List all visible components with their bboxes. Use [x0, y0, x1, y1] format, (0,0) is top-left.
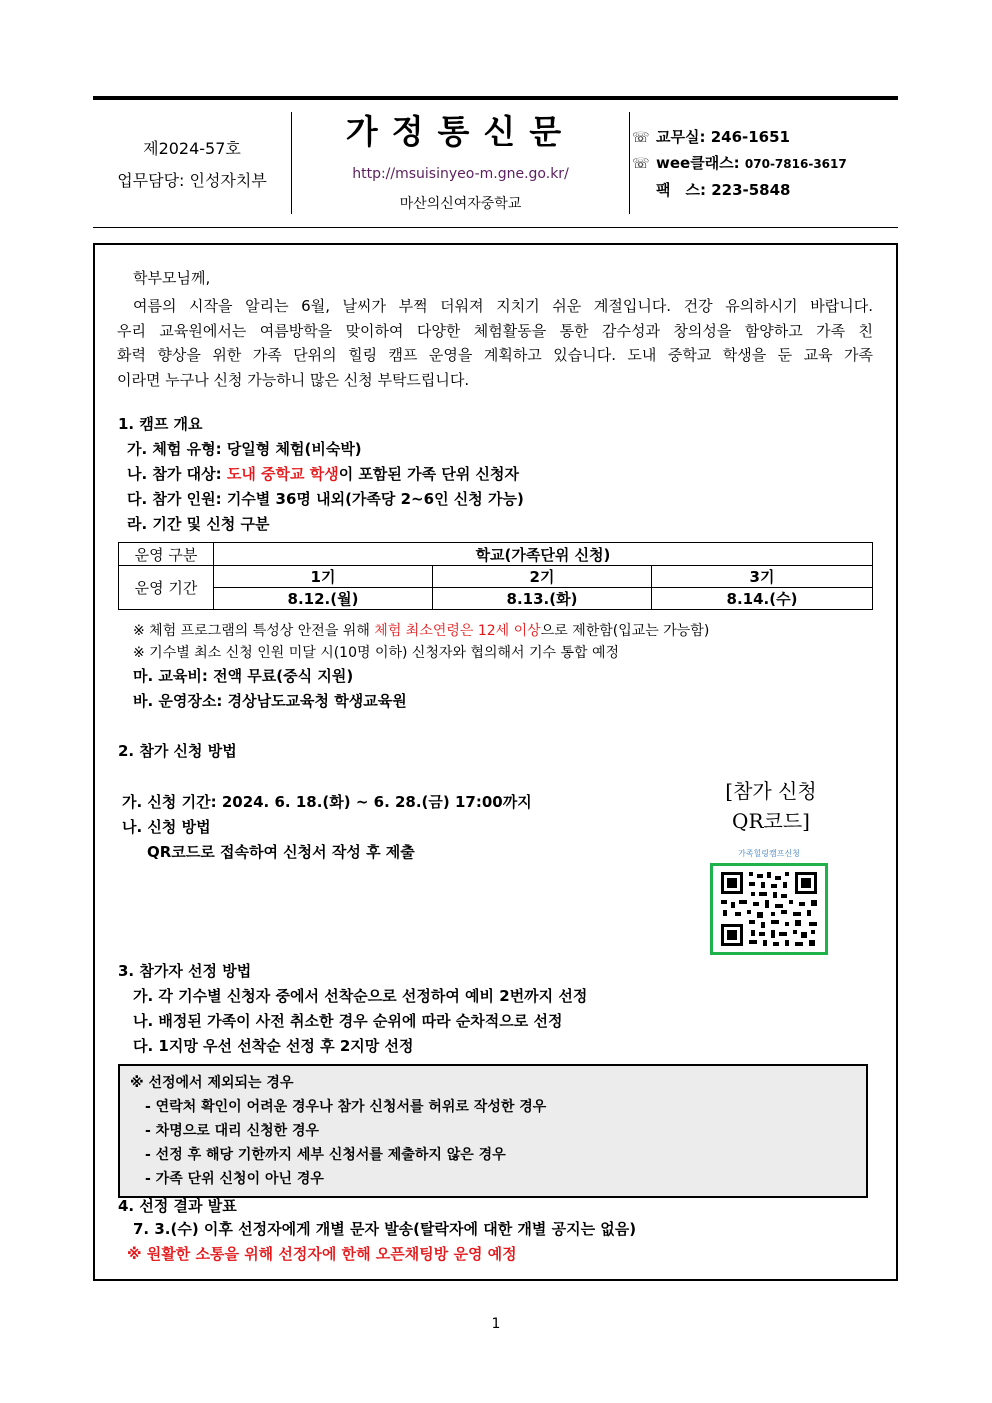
- header-center: [292, 100, 629, 227]
- exclusion-item: - 선정 후 해당 기한까지 세부 신청서를 제출하지 않은 경우: [145, 1147, 506, 1163]
- s3-item-a: 가. 각 기수별 신청자 중에서 선착순으로 선정하여 예비 2번까지 선정: [133, 987, 588, 1005]
- exclusion-box: [118, 1064, 868, 1198]
- page-number: 1: [491, 1316, 501, 1332]
- contact-fax: 팩 스: 223-5848: [656, 181, 791, 199]
- s2-item-a: 가. 신청 기간: 2024. 6. 18.(화) ~ 6. 28.(금) 17:00까지: [122, 793, 532, 811]
- exclusion-item: - 연락처 확인이 어려운 경우나 참가 신청서를 허위로 작성한 경우: [145, 1099, 547, 1115]
- school-name: 마산의신여자중학교: [399, 196, 522, 212]
- issue-number: 제2024-57호: [143, 139, 241, 158]
- table-cohort-2: 2기: [433, 566, 652, 588]
- table-label-period: 운영 기간: [119, 566, 214, 610]
- table-date-2: 8.13.(화): [433, 588, 652, 610]
- section-4-heading: 4. 선정 결과 발표: [118, 1197, 237, 1215]
- s3-item-b: 나. 배정된 가족이 사전 취소한 경우 순위에 따라 순차적으로 선정: [133, 1012, 563, 1030]
- header-bottom-rule: [93, 227, 898, 228]
- s1-item-c: 다. 참가 인원: 기수별 36명 내외(가족당 2~6인 신청 가능): [127, 490, 524, 508]
- table-date-1: 8.12.(월): [214, 588, 433, 610]
- qr-title: [참가 신청 QR코드]: [725, 779, 817, 833]
- table-label-type: 운영 구분: [119, 543, 214, 566]
- s2-item-b: 나. 신청 방법: [122, 818, 211, 836]
- section-3-heading: 3. 참가자 선정 방법: [118, 962, 252, 980]
- intro-line-3: 화력 향상을 위한 가족 단위의 힐링 캠프 운영을 계획하고 있습니다. 도내 중학교 학생을 둔 교육 가족: [117, 346, 873, 364]
- s2-item-b-detail: QR코드로 접속하여 신청서 작성 후 제출: [147, 843, 415, 861]
- s1-item-d: 라. 기간 및 신청 구분: [127, 515, 270, 533]
- highlight-target: 도내 중학교 학생: [226, 465, 339, 483]
- table-date-3: 8.14.(수): [652, 588, 873, 610]
- department: 업무담당: 인성자치부: [117, 171, 267, 190]
- section-1-heading: 1. 캠프 개요: [118, 415, 203, 433]
- intro-line-1: 여름의 시작을 알리는 6월, 날씨가 부쩍 더워져 지치기 쉬운 계절입니다. 건강 유의하시기 바랍니다.: [133, 297, 873, 315]
- header-contacts: [632, 100, 898, 227]
- s4-item-a: 7. 3.(수) 이후 선정자에게 개별 문자 발송(탈락자에 대한 개별 공지는 없음): [133, 1220, 637, 1238]
- s1-item-f: 바. 운영장소: 경상남도교육청 학생교육원: [133, 692, 407, 710]
- school-url[interactable]: http://msuisinyeo-m.gne.go.kr/: [352, 166, 569, 182]
- exclusion-item: - 차명으로 대리 신청한 경우: [145, 1123, 320, 1139]
- greeting: 학부모님께,: [133, 269, 211, 287]
- highlight-min-age: 체험 최소연령은 12세 이상: [374, 623, 541, 639]
- intro-line-4: 이라면 누구나 신청 가능하니 많은 신청 부탁드립니다.: [117, 370, 470, 389]
- s1-item-a: 가. 체험 유형: 당일형 체험(비숙박): [127, 440, 362, 458]
- table-cohort-3: 3기: [652, 566, 873, 588]
- telephone-icon: ☏: [632, 130, 650, 146]
- contact-wee-class: ☏ wee클래스: 070-7816-3617: [632, 154, 847, 172]
- header-divider-right: [629, 112, 630, 214]
- page-title: 가정통신문: [345, 112, 576, 151]
- section-2-heading: 2. 참가 신청 방법: [118, 742, 237, 760]
- s1-note-1: ※ 체험 프로그램의 특성상 안전을 위해 체험 최소연령은 12세 이상으로 제한함(입교는 가능함): [133, 623, 710, 639]
- header-left: [93, 100, 291, 227]
- s4-notice: ※ 원활한 소통을 위해 선정자에 한해 오픈채팅방 운영 예정: [127, 1245, 517, 1263]
- exclusion-title: ※ 선정에서 제외되는 경우: [130, 1075, 294, 1091]
- s1-item-e: 마. 교육비: 전액 무료(중식 지원): [133, 667, 354, 685]
- qr-code[interactable]: [710, 863, 828, 955]
- exclusion-item: - 가족 단위 신청이 아닌 경우: [145, 1171, 324, 1187]
- telephone-icon: ☏: [632, 156, 650, 172]
- intro-line-2: 우리 교육원에서는 여름방학을 맞이하여 다양한 체험활동을 통한 감수성과 창의성을 함양하고 가족 친: [117, 321, 873, 340]
- table-cohort-1: 1기: [214, 566, 433, 588]
- table-value-type: 학교(가족단위 신청): [214, 543, 873, 566]
- qr-code-icon: [713, 866, 825, 952]
- s3-item-c: 다. 1지망 우선 선착순 선정 후 2지망 선정: [133, 1037, 414, 1055]
- schedule-table: [118, 542, 873, 610]
- s1-note-2: ※ 기수별 최소 신청 인원 미달 시(10명 이하) 신청자와 협의해서 기수 통합 예정: [133, 645, 620, 661]
- contact-office: ☏ 교무실: 246-1651: [632, 128, 790, 146]
- qr-caption: 가족힐링캠프신청: [738, 849, 800, 858]
- s1-item-b: 나. 참가 대상: 도내 중학교 학생이 포함된 가족 단위 신청자: [127, 465, 519, 483]
